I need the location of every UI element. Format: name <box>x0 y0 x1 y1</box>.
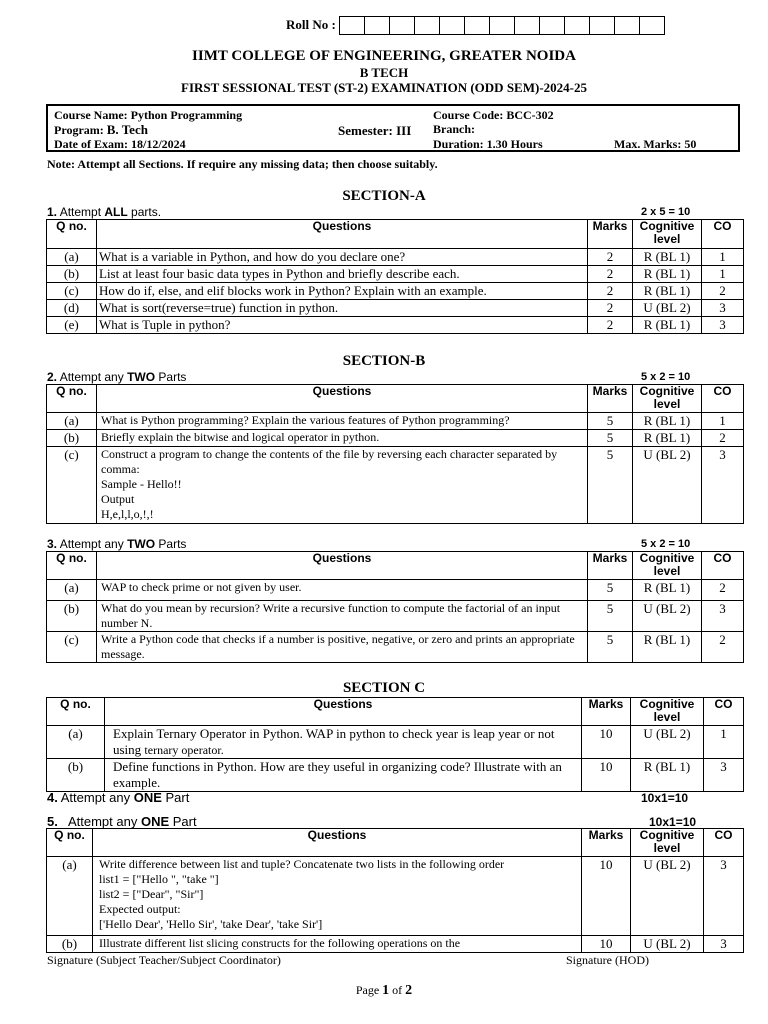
cognitive-level: U (BL 2) <box>633 300 702 317</box>
course-outcome: 3 <box>702 317 744 334</box>
cognitive-level: R (BL 1) <box>633 266 702 283</box>
q5-table <box>46 828 744 953</box>
signature-hod: Signature (HOD) <box>566 953 649 967</box>
course-name: Course Name: Python Programming <box>54 108 243 122</box>
course-outcome: 1 <box>702 249 744 266</box>
course-outcome: 3 <box>704 857 744 936</box>
q4-marks-scheme: 10x1=10 <box>641 791 689 805</box>
question-text: Illustrate different list slicing constructs for the following operations on the <box>93 936 582 953</box>
page-total: 2 <box>405 983 413 998</box>
question-row <box>47 601 744 632</box>
question-number: (c) <box>47 283 97 300</box>
cognitive-level: R (BL 1) <box>633 632 702 663</box>
q5-marks-scheme: 10x1=10 <box>649 815 697 829</box>
question-text: How do if, else, and elif blocks work in Python? Explain with an example. <box>97 283 588 300</box>
page-number <box>0 983 768 999</box>
question-text-line: H,e,l,l,o,!,! <box>101 507 154 521</box>
question-marks: 10 <box>582 857 631 936</box>
question-marks: 2 <box>588 249 633 266</box>
question-text-line: Sample - Hello!! <box>101 477 182 491</box>
q3-table <box>46 551 744 663</box>
roll-no-box[interactable] <box>439 16 465 35</box>
question-number: (b) <box>47 430 97 447</box>
course-outcome: 1 <box>702 266 744 283</box>
col-co: CO <box>704 698 744 726</box>
college-name: IIMT COLLEGE OF ENGINEERING, GREATER NOIDA <box>192 48 576 64</box>
question-row <box>47 580 744 601</box>
cognitive-level: R (BL 1) <box>633 317 702 334</box>
question-text-line: list2 = ["Dear", "Sir"] <box>99 887 204 901</box>
roll-no-box[interactable] <box>639 16 665 35</box>
roll-no-box[interactable] <box>564 16 590 35</box>
exam-date: Date of Exam: 18/12/2024 <box>54 137 186 151</box>
course-code: Course Code: BCC-302 <box>433 108 554 122</box>
q3-instruction <box>47 537 186 551</box>
question-text: Briefly explain the bitwise and logical operator in python. <box>97 430 588 447</box>
q5-number: 5. <box>47 814 58 829</box>
q3-marks-scheme: 5 x 2 = 10 <box>641 538 691 550</box>
question-row <box>47 936 744 953</box>
col-cognitive: Cognitive level <box>633 552 702 580</box>
question-text: Define functions in Python. How are they useful in organizing code? Illustrate with an example. <box>105 759 582 792</box>
q1-instr-text: Attempt <box>57 205 105 219</box>
question-marks: 5 <box>588 580 633 601</box>
q3-instr-text: Attempt any <box>57 537 128 551</box>
roll-no-box[interactable] <box>539 16 565 35</box>
question-marks: 2 <box>588 266 633 283</box>
question-text: WAP to check prime or not given by user. <box>97 580 588 601</box>
course-outcome: 3 <box>702 300 744 317</box>
q4-instr-text: Attempt any <box>57 790 134 805</box>
q2-instruction <box>47 370 186 384</box>
q3-instr-bold: TWO <box>127 537 156 551</box>
col-co: CO <box>702 552 744 580</box>
cognitive-level: R (BL 1) <box>631 759 704 792</box>
question-row <box>47 447 744 524</box>
question-row <box>47 249 744 266</box>
question-number: (b) <box>47 601 97 632</box>
question-text-line: Construct a program to change the contents of the file by reversing each character separated by comma: <box>101 447 558 476</box>
roll-no-box[interactable] <box>589 16 615 35</box>
page-label: Page <box>355 983 383 997</box>
col-qno: Q no. <box>47 829 93 857</box>
question-number: (b) <box>47 759 105 792</box>
exam-title: FIRST SESSIONAL TEST (ST-2) EXAMINATION (ODD SEM)-2024-25 <box>181 80 587 95</box>
question-marks: 5 <box>588 430 633 447</box>
course-outcome: 2 <box>702 632 744 663</box>
question-number: (e) <box>47 317 97 334</box>
question-marks: 2 <box>588 317 633 334</box>
col-cognitive: Cognitive level <box>633 220 702 249</box>
q2-instr-end: Parts <box>155 370 187 384</box>
cognitive-level: U (BL 2) <box>631 857 704 936</box>
roll-no-boxes <box>340 16 665 35</box>
q5-instr-bold: ONE <box>140 814 170 829</box>
question-row <box>47 726 744 759</box>
roll-no-box[interactable] <box>364 16 390 35</box>
section-b-title: SECTION-B <box>342 353 426 369</box>
question-text-line: list1 = ["Hello ", "take "] <box>99 872 219 886</box>
roll-no-box[interactable] <box>339 16 365 35</box>
roll-no-label: Roll No : <box>286 17 336 32</box>
course-outcome: 3 <box>702 447 744 524</box>
col-questions: Questions <box>105 698 582 726</box>
question-text: What is sort(reverse=true) function in python. <box>97 300 588 317</box>
question-marks: 2 <box>588 283 633 300</box>
course-outcome: 2 <box>702 430 744 447</box>
roll-no-box[interactable] <box>614 16 640 35</box>
question-text: List at least four basic data types in Python and briefly describe each. <box>97 266 588 283</box>
q1-instr-end: parts. <box>127 205 162 219</box>
question-number: (a) <box>47 580 97 601</box>
question-number: (a) <box>47 857 93 936</box>
cognitive-level: R (BL 1) <box>633 249 702 266</box>
question-text: What is a variable in Python, and how do you declare one? <box>97 249 588 266</box>
col-questions: Questions <box>93 829 582 857</box>
col-qno: Q no. <box>47 552 97 580</box>
question-number: (d) <box>47 300 97 317</box>
q5-instr-text: Attempt any <box>57 814 141 829</box>
question-marks: 5 <box>588 447 633 524</box>
section-c-title: SECTION C <box>342 680 426 696</box>
q1-number: 1. <box>47 205 58 219</box>
col-questions: Questions <box>97 552 588 580</box>
duration: Duration: 1.30 Hours <box>433 137 543 151</box>
q3-instr-end: Parts <box>155 537 187 551</box>
question-text <box>97 447 588 524</box>
q1-instr-bold: ALL <box>104 205 128 219</box>
q4-instr-bold: ONE <box>133 790 162 805</box>
question-number: (a) <box>47 413 97 430</box>
semester: Semester: III <box>338 123 412 138</box>
question-number: (b) <box>47 266 97 283</box>
signature-teacher: Signature (Subject Teacher/Subject Coordinator) <box>47 953 281 967</box>
course-info-box <box>46 104 740 152</box>
cognitive-level: U (BL 2) <box>631 726 704 759</box>
question-text-line: Output <box>101 492 135 506</box>
program-value: B. Tech <box>106 122 148 137</box>
col-cognitive: Cognitive level <box>631 829 704 857</box>
question-marks: 5 <box>588 632 633 663</box>
question-row <box>47 413 744 430</box>
col-marks: Marks <box>582 829 631 857</box>
col-co: CO <box>702 385 744 413</box>
question-number: (a) <box>47 249 97 266</box>
question-number: (a) <box>47 726 105 759</box>
roll-no-box[interactable] <box>464 16 490 35</box>
question-text <box>105 726 582 759</box>
program-label: Program: <box>54 123 104 137</box>
col-marks: Marks <box>588 552 633 580</box>
col-qno: Q no. <box>47 698 105 726</box>
cognitive-level: R (BL 1) <box>633 283 702 300</box>
page-current: 1 <box>382 983 390 998</box>
col-marks: Marks <box>588 220 633 249</box>
q4-instruction <box>47 790 189 805</box>
question-marks: 5 <box>588 601 633 632</box>
cognitive-level: U (BL 2) <box>633 447 702 524</box>
question-text-main: Explain Ternary Operator in Python. WAP in python to check year is leap year or not using <box>113 726 555 757</box>
question-text: Write a Python code that checks if a number is positive, negative, or zero and prints an appropriate message. <box>97 632 588 663</box>
q3-number: 3. <box>47 537 58 551</box>
course-outcome: 3 <box>704 936 744 953</box>
roll-no-box[interactable] <box>489 16 515 35</box>
program-heading: B TECH <box>359 65 409 80</box>
col-qno: Q no. <box>47 220 97 249</box>
q2-marks-scheme: 5 x 2 = 10 <box>641 371 691 383</box>
course-outcome: 2 <box>702 283 744 300</box>
q2-table <box>46 384 744 524</box>
question-row <box>47 317 744 334</box>
course-outcome: 2 <box>702 580 744 601</box>
question-row <box>47 266 744 283</box>
question-row <box>47 283 744 300</box>
q2-instr-bold: TWO <box>127 370 156 384</box>
section-a-table <box>46 219 744 334</box>
q5-instr-end: Part <box>169 814 197 829</box>
cognitive-level: R (BL 1) <box>633 580 702 601</box>
program-field <box>54 122 148 138</box>
cognitive-level: U (BL 2) <box>631 936 704 953</box>
col-questions: Questions <box>97 385 588 413</box>
question-text <box>93 857 582 936</box>
q2-instr-text: Attempt any <box>57 370 128 384</box>
cognitive-level: U (BL 2) <box>633 601 702 632</box>
question-row <box>47 300 744 317</box>
question-text-line: Expected output: <box>99 902 181 916</box>
q4-table <box>46 697 744 792</box>
q2-number: 2. <box>47 370 58 384</box>
cognitive-level: R (BL 1) <box>633 413 702 430</box>
question-text: What is Python programming? Explain the various features of Python programming? <box>97 413 588 430</box>
question-row <box>47 430 744 447</box>
question-text-line: ['Hello Dear', 'Hello Sir', 'take Dear', 'take Sir'] <box>99 917 323 931</box>
exam-note: Note: Attempt all Sections. If require any missing data; then choose suitably. <box>47 157 438 171</box>
course-outcome: 1 <box>704 726 744 759</box>
question-marks: 10 <box>582 759 631 792</box>
q1-instruction <box>47 205 161 219</box>
q4-number: 4. <box>47 790 58 805</box>
branch: Branch: <box>433 122 475 136</box>
question-marks: 10 <box>582 726 631 759</box>
col-marks: Marks <box>582 698 631 726</box>
q1-marks-scheme: 2 x 5 = 10 <box>641 206 691 218</box>
question-marks: 10 <box>582 936 631 953</box>
question-marks: 2 <box>588 300 633 317</box>
col-questions: Questions <box>97 220 588 249</box>
section-a-title: SECTION-A <box>342 188 426 204</box>
col-qno: Q no. <box>47 385 97 413</box>
question-number: (c) <box>47 447 97 524</box>
cognitive-level: R (BL 1) <box>633 430 702 447</box>
roll-no-box[interactable] <box>514 16 540 35</box>
question-text-small: ternary operator. <box>144 743 224 757</box>
course-outcome: 3 <box>702 601 744 632</box>
question-row <box>47 632 744 663</box>
question-row <box>47 857 744 936</box>
col-cognitive: Cognitive level <box>631 698 704 726</box>
roll-no-box[interactable] <box>414 16 440 35</box>
col-co: CO <box>704 829 744 857</box>
page-of: of <box>389 983 406 997</box>
question-text-line: Write difference between list and tuple? Concatenate two lists in the following order <box>99 857 505 871</box>
col-marks: Marks <box>588 385 633 413</box>
max-marks: Max. Marks: 50 <box>614 137 697 151</box>
q5-instruction <box>47 814 197 829</box>
course-outcome: 1 <box>702 413 744 430</box>
question-number: (c) <box>47 632 97 663</box>
question-number: (b) <box>47 936 93 953</box>
q4-instr-end: Part <box>161 790 190 805</box>
question-row <box>47 759 744 792</box>
roll-no-box[interactable] <box>389 16 415 35</box>
question-text: What is Tuple in python? <box>97 317 588 334</box>
col-co: CO <box>702 220 744 249</box>
question-text: What do you mean by recursion? Write a recursive function to compute the factorial of an input number N. <box>97 601 588 632</box>
course-outcome: 3 <box>704 759 744 792</box>
question-marks: 5 <box>588 413 633 430</box>
col-cognitive: Cognitive level <box>633 385 702 413</box>
